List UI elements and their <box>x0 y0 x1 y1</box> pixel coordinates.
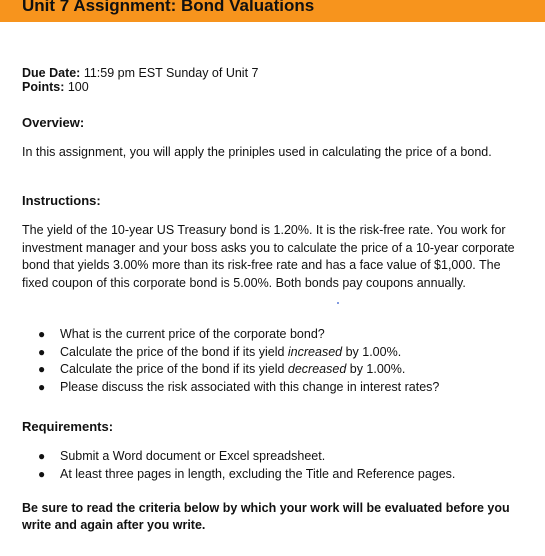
bullet-icon: ● <box>38 362 46 376</box>
bullet-icon: ● <box>38 449 46 463</box>
instructions-bullet-list <box>38 326 528 396</box>
bullet-icon: ● <box>38 466 46 481</box>
page-title: Unit 7 Assignment: Bond Valuations <box>22 0 315 15</box>
due-date-value: 11:59 pm EST Sunday of Unit 7 <box>83 66 259 80</box>
due-date-label: Due Date: <box>22 66 81 80</box>
list-item <box>38 448 528 466</box>
list-item <box>38 466 528 484</box>
list-item <box>38 326 528 344</box>
points-value: 100 <box>67 80 89 94</box>
instructions-text <box>22 222 527 292</box>
list-item <box>38 361 528 379</box>
requirements-heading: Requirements: <box>22 419 114 434</box>
list-item <box>38 344 528 362</box>
list-item-text: Please discuss the risk associated with this change in interest rates? <box>60 379 440 394</box>
closing-note: Be sure to read the criteria below by which your work will be evaluated before you write and again after you write. <box>22 501 510 532</box>
list-item-text-post: by 1.00%. <box>342 344 402 359</box>
list-item-text: Submit a Word document or Excel spreadsheet. <box>60 449 326 463</box>
overview-heading: Overview: <box>22 115 85 130</box>
title-bar <box>0 0 545 22</box>
list-item-emphasis: increased <box>287 344 343 359</box>
instructions-heading: Instructions: <box>22 193 101 208</box>
requirements-bullet-list <box>38 448 528 483</box>
overview-paragraph: In this assignment, you will apply the priniples used in calculating the price of a bond. <box>22 145 492 159</box>
bullet-icon: ● <box>38 379 46 394</box>
list-item-text-pre: Calculate the price of the bond if its yield <box>60 362 288 376</box>
list-item-text: What is the current price of the corporate bond? <box>60 327 325 341</box>
list-item-text: At least three pages in length, excluding the Title and Reference pages. <box>60 466 456 481</box>
list-item-text-pre: Calculate the price of the bond if its yield <box>60 344 288 359</box>
overview-text <box>22 144 527 162</box>
list-item <box>38 379 528 397</box>
points-label: Points: <box>22 80 65 94</box>
bullet-icon: ● <box>38 344 46 359</box>
stray-dot <box>337 302 339 304</box>
list-item-text-post: by 1.00%. <box>346 362 406 376</box>
bullet-icon: ● <box>38 327 46 341</box>
list-item-emphasis: decreased <box>287 362 347 376</box>
instructions-paragraph: The yield of the 10-year US Treasury bond is 1.20%. It is the risk-free rate. You work for investment manager and your boss asks you to calculate the price of a 10-year corporate bond that yields 3.00% more than its risk-free rate and has a face value of $1,000. The fixed coupon of this corporate bond is 5.00%. Both bonds pay coupons annually. <box>22 223 515 290</box>
due-info <box>22 66 258 94</box>
